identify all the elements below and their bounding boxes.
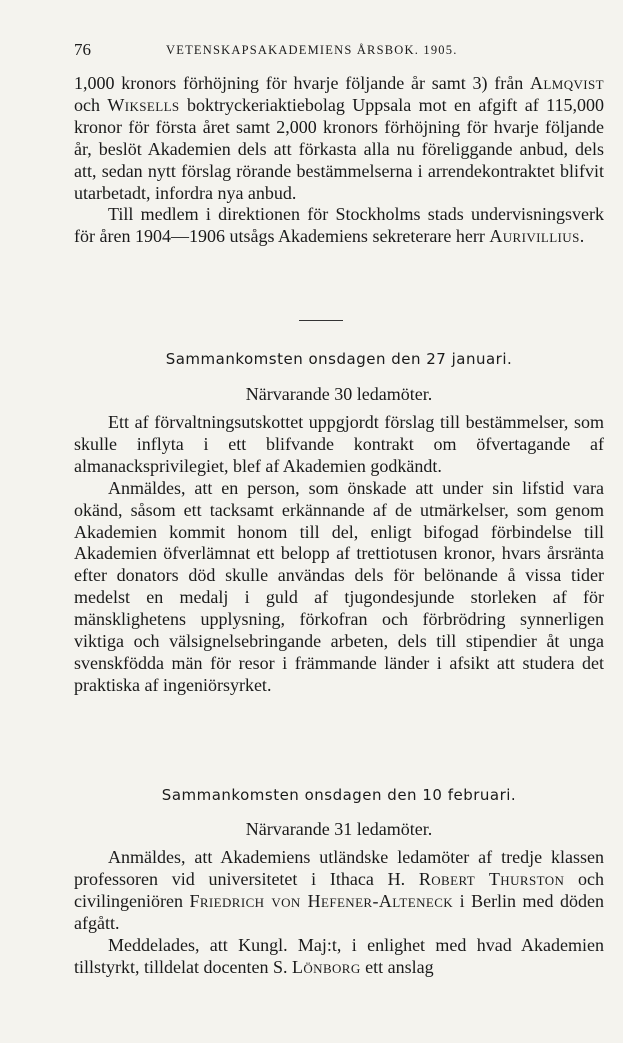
opening-paragraph-1 [74, 73, 604, 204]
session2-paragraph-1 [74, 847, 604, 935]
text-run: Meddelades, att Kungl. Maj:t, i enlighet med hvad Akademien tillstyrkt, tilldelat docenten S. [74, 934, 604, 977]
attendance-27-january: Närvarande 30 ledamöter. [245, 384, 433, 404]
section-heading-10-february: Sammankomsten onsdagen den 10 februari. [161, 786, 517, 804]
text-run: ett anslag [360, 956, 434, 977]
session1-paragraph-1: Ett af förvaltningsutskottet uppgjordt förslag till bestämmelser, som skulle inflyta i ett blifvande kontrakt om öfvertagande af almanacksprivilegiet, blef af Akademien godkändt. [74, 412, 604, 476]
text-run: i Berlin med döden afgått. [74, 890, 605, 933]
text-run: Anmäldes, att Akademiens utländske ledamöter af tredje klassen professoren vid universitetet i Ithaca H. [74, 847, 604, 889]
session1-paragraph-2: Anmäldes, att en person, som önskade att under sin lifstid vara okänd, såsom ett tacksamt erkännande af de utmärkelser, som genom Akademien kommit honom till del, enligt bifogad förbindelse till Akademien öfverlämnat ett belopp af trettiotusen kronor, hvars årsränta efter donators död skulle användas dels för belönande å vissa tider medelst en medalj i guld af tjugondesjunde storleken af för mänsklighetens upplysning, förkofran och förbrödring synnerligen viktiga och välsignelsebringande arbeten, dels till stipendier åt unga svenskfödda män för resor i främmande länder i afsikt att studera det praktiska af ingeniörsyrket. [74, 477, 604, 695]
page-number: 76 [74, 40, 91, 59]
text-run: 1,000 kronors förhöjning för hvarje följande år samt 3) från [74, 73, 531, 93]
text-run: . [579, 226, 585, 247]
person-name: Wiksells [107, 94, 180, 115]
opening-text [74, 73, 604, 248]
session-10-february-text [74, 847, 604, 978]
text-run: boktryckeriaktiebolag Uppsala mot en afgift af 115,000 kronor för första året samt 2,000 kronors förhöjning för hvarje följande år, beslöt Akademien dels att förkasta alla nu föreliggande anbud, dels att, sedan nytt förslag rörande bestämmelserna i arrendekontraktet blifvit utarbetadt, infordra nya anbud. [74, 94, 604, 203]
page-header [74, 40, 604, 60]
person-name: Lönborg [291, 956, 361, 977]
section-heading-27-january: Sammankomsten onsdagen den 27 januari. [165, 350, 513, 368]
section-divider [299, 320, 343, 321]
running-head: VETENSKAPSAKADEMIENS ÅRSBOK. 1905. [166, 43, 458, 57]
person-name: Aurivillius [489, 226, 580, 247]
attendance-10-february: Närvarande 31 ledamöter. [245, 819, 433, 839]
person-name: Almqvist [530, 73, 604, 93]
text-run: och civilingeniören [74, 868, 605, 911]
opening-paragraph-2 [74, 204, 604, 248]
session2-paragraph-2 [74, 935, 604, 979]
text-run: och [74, 94, 108, 115]
person-name: Robert Thurston [418, 868, 565, 889]
session-27-january-text [74, 412, 604, 697]
person-name: Friedrich von Hefener-Alteneck [189, 890, 454, 911]
text-run: Till medlem i direktionen för Stockholms stads undervisningsverk för åren 1904—1906 utsågs Akademiens sekreterare herr [74, 204, 604, 247]
